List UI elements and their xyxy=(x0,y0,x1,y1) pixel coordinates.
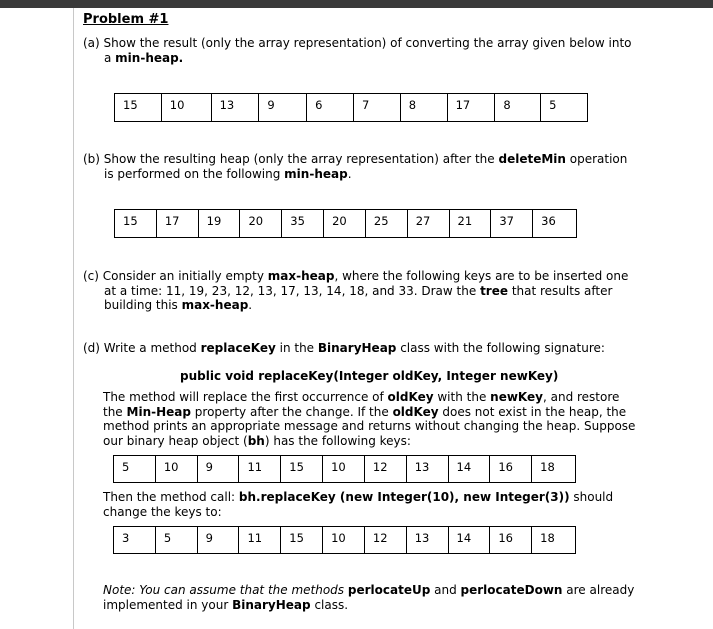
part-d-call-text: Then the method call: bh.replaceKey (new Integer(10), new Integer(3)) should change the keys to: xyxy=(103,490,614,519)
array-cell: 15 xyxy=(115,210,157,237)
top-bar xyxy=(0,0,713,8)
part-b-text: (b) Show the resulting heap (only the array representation) after the deleteMin operation is performed on the following min-heap. xyxy=(83,152,628,181)
array-cell: 10 xyxy=(323,527,365,553)
array-cell: 13 xyxy=(407,527,449,553)
array-a xyxy=(114,93,588,122)
note-text: Note: You can assume that the methods perlocateUp and perlocateDown are already implemented in your BinaryHeap class. xyxy=(103,583,635,612)
array-cell: 14 xyxy=(449,456,491,482)
array-cell: 15 xyxy=(281,456,323,482)
array-cell: 5 xyxy=(549,98,557,112)
array-cell: 11 xyxy=(239,456,281,482)
array-cell: 9 xyxy=(259,94,307,121)
array-cell: 8 xyxy=(495,94,541,121)
page-title: Problem #1 xyxy=(83,12,169,27)
array-cell: 10 xyxy=(323,456,365,482)
array-cell: 27 xyxy=(408,210,450,237)
array-cell: 18 xyxy=(540,460,555,474)
array-cell: 21 xyxy=(450,210,492,237)
array-b xyxy=(114,209,577,238)
array-cell: 17 xyxy=(448,94,496,121)
method-signature: public void replaceKey(Integer oldKey, Integer newKey) xyxy=(180,369,559,383)
part-d-description: The method will replace the first occurrence of oldKey with the newKey, and restore the Min-Heap property after the change. If the oldKey does not exist in the heap, the method prints an appropriate message and returns without changing the heap. Suppose our binary heap object (bh) has the following keys: xyxy=(103,390,636,448)
array-d-after xyxy=(113,526,576,554)
array-cell: 18 xyxy=(540,531,555,545)
array-cell: 11 xyxy=(239,527,281,553)
array-cell: 20 xyxy=(240,210,282,237)
part-d-heading: (d) Write a method replaceKey in the BinaryHeap class with the following signature: xyxy=(83,341,605,355)
array-cell: 7 xyxy=(354,94,401,121)
array-cell: 17 xyxy=(157,210,199,237)
array-cell: 16 xyxy=(490,527,532,553)
array-cell: 13 xyxy=(212,94,260,121)
array-cell: 9 xyxy=(198,456,240,482)
page-margin-line xyxy=(73,8,74,629)
array-cell: 5 xyxy=(156,527,198,553)
array-cell: 16 xyxy=(490,456,532,482)
array-cell: 15 xyxy=(115,94,162,121)
array-cell: 9 xyxy=(198,527,240,553)
array-cell: 10 xyxy=(156,456,198,482)
array-cell: 15 xyxy=(281,527,323,553)
array-cell: 19 xyxy=(199,210,241,237)
array-cell: 20 xyxy=(324,210,366,237)
array-cell: 14 xyxy=(449,527,491,553)
array-cell: 5 xyxy=(114,456,156,482)
array-cell: 12 xyxy=(365,527,407,553)
array-cell: 35 xyxy=(282,210,324,237)
array-cell: 6 xyxy=(307,94,354,121)
part-a-text: (a) Show the result (only the array representation) of converting the array given below into a min-heap. xyxy=(83,36,632,65)
array-cell: 13 xyxy=(407,456,449,482)
array-cell: 12 xyxy=(365,456,407,482)
array-d-before xyxy=(113,455,576,483)
array-cell: 25 xyxy=(366,210,408,237)
array-cell: 3 xyxy=(114,527,156,553)
part-c-text: (c) Consider an initially empty max-heap, where the following keys are to be inserted one at a time: 11, 19, 23, 12, 13, 17, 13, 14, 18, and 33. Draw the tree that results after building this max-heap. xyxy=(83,269,629,312)
array-cell: 8 xyxy=(401,94,448,121)
array-cell: 36 xyxy=(541,214,556,228)
array-cell: 10 xyxy=(162,94,212,121)
array-cell: 37 xyxy=(491,210,533,237)
